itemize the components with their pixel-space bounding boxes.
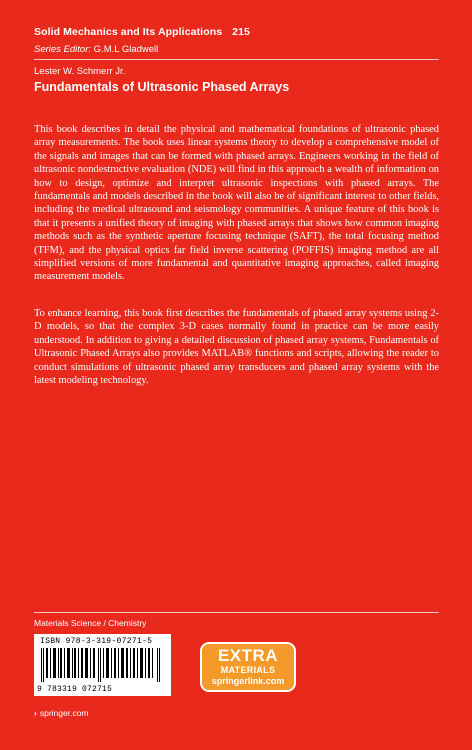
subject-category: Materials Science / Chemistry	[34, 618, 147, 628]
barcode-digits: 9 783319 072715	[37, 685, 113, 694]
publisher-website	[34, 708, 89, 718]
series-volume: 215	[232, 26, 250, 38]
extra-materials-badge	[200, 642, 296, 692]
book-title: Fundamentals of Ultrasonic Phased Arrays	[34, 80, 290, 94]
isbn-barcode	[34, 634, 171, 696]
barcode-bars	[39, 648, 163, 682]
description-paragraph-2: To enhance learning, this book first describes the fundamentals of phased array systems using 2-D models, so that the complex 3-D cases normally found in practice can be more easily understood. In addition to giving a detailed discussion of phased array systems, Fundamentals of Ultrasonic Phased Arrays also provides MATLAB® functions and scripts, allowing the reader to conduct simulations of ultrasonic phased array transducers and phased array systems with the latest modeling technology.	[34, 308, 439, 387]
extra-badge-url: springerlink.com	[211, 676, 285, 686]
series-heading	[34, 26, 250, 38]
author-name: Lester W. Schmerr Jr.	[34, 66, 126, 77]
footer-divider	[34, 612, 439, 613]
extra-badge-line2: MATERIALS	[220, 665, 276, 675]
series-editor-label: Series Editor:	[34, 44, 92, 55]
isbn-text: ISBN 978-3-319-07271-5	[40, 637, 153, 646]
publisher-website-label: springer.com	[39, 708, 89, 718]
description-paragraph-1: This book describes in detail the physical and mathematical foundations of ultrasonic phased array measurements. The book uses linear systems theory to develop a comprehensive model of the signals and images that can be formed with phased arrays. Engineers working in the field of ultrasonic nondestructive evaluation (NDE) will find in this approach a wealth of information on how to design, optimize and interpret ultrasonic inspections with phased arrays. The fundamentals and models described in the book will also be of significant interest to other fields, including the medical ultrasound and seismology communities. A unique feature of this book is that it presents a unified theory of imaging with phased arrays that shows how common imaging methods such as the synthetic aperture focusing technique (SAFT), the total focusing method (TFM), and the physical optics far field inverse scattering (POFFIS) imaging method are all simplified versions of more fundamental and quantitative imaging approaches, called imaging measurement models.	[34, 124, 439, 283]
extra-badge-line1: EXTRA	[217, 646, 279, 665]
series-editor	[34, 44, 158, 55]
series-editor-name: G.M.L Gladwell	[93, 44, 159, 55]
header-divider	[34, 59, 439, 60]
chevron-right-icon: ›	[34, 708, 37, 718]
series-name: Solid Mechanics and Its Applications	[34, 26, 223, 38]
